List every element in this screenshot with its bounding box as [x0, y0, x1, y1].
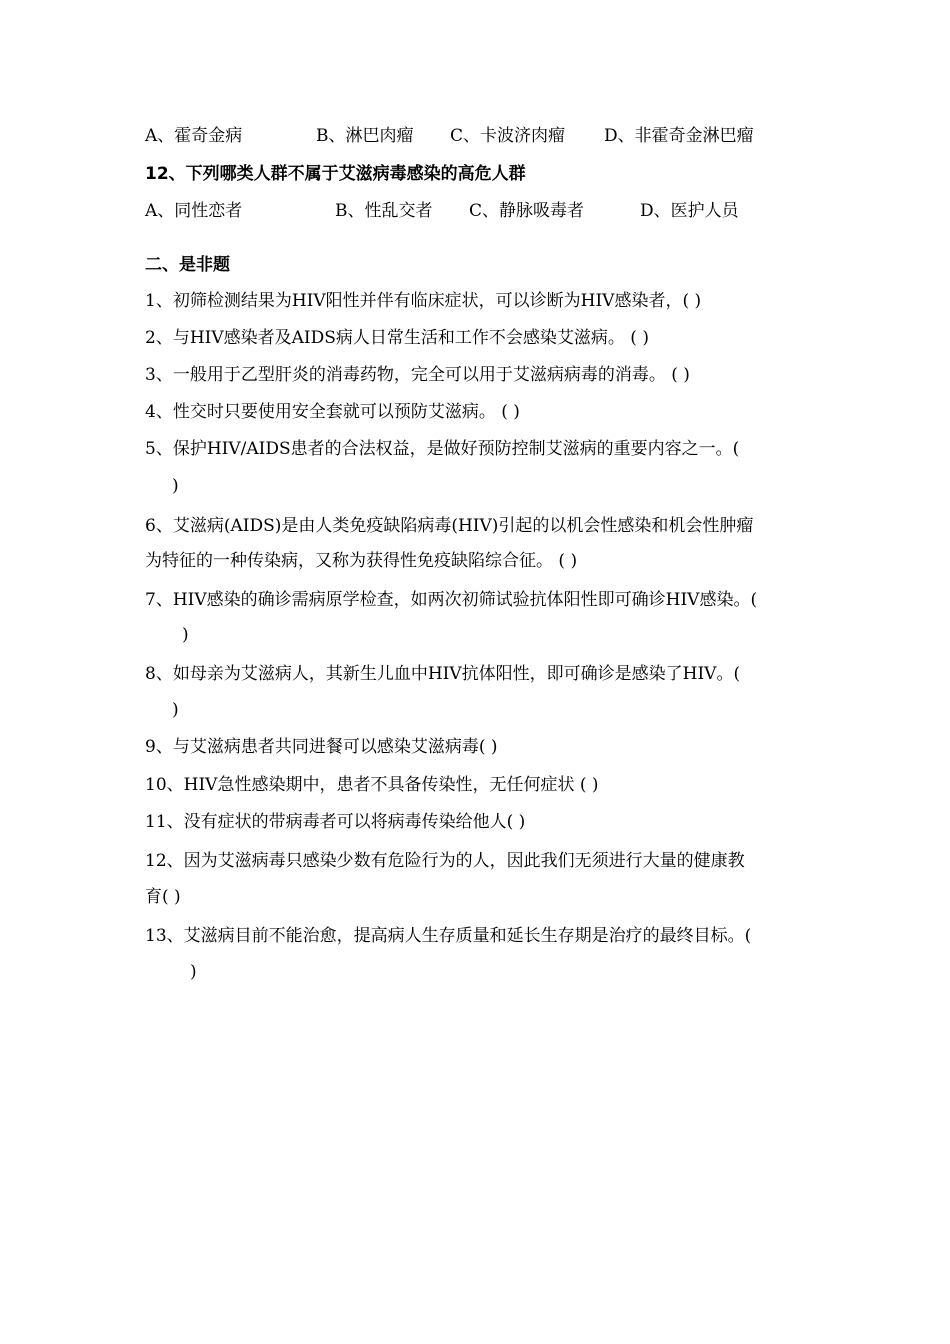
tf-question-9: 9、与艾滋病患者共同进餐可以感染艾滋病毒( )	[145, 737, 498, 757]
q11-option-b: B、淋巴肉瘤	[316, 126, 414, 146]
tf-question-7-answer: )	[182, 625, 189, 645]
tf-question-3: 3、一般用于乙型肝炎的消毒药物，完全可以用于艾滋病病毒的消毒。 ( )	[145, 365, 690, 385]
q12-options	[145, 199, 739, 223]
tf-question-8-answer: )	[172, 700, 179, 720]
tf-question-6-cont: 为特征的一种传染病，又称为获得性免疫缺陷综合征。 ( )	[145, 551, 578, 571]
tf-question-13: 13、艾滋病目前不能治愈，提高病人生存质量和延长生存期是治疗的最终目标。(	[145, 926, 752, 946]
q12-stem: 12、下列哪类人群不属于艾滋病毒感染的高危人群	[145, 164, 526, 184]
tf-question-8: 8、如母亲为艾滋病人，其新生儿血中HIV抗体阳性，即可确诊是感染了HIV。(	[145, 664, 741, 684]
tf-question-12: 12、因为艾滋病毒只感染少数有危险行为的人，因此我们无须进行大量的健康教	[145, 851, 745, 871]
q12-option-b: B、性乱交者	[335, 201, 433, 221]
tf-question-6: 6、艾滋病(AIDS)是由人类免疫缺陷病毒(HIV)引起的以机会性感染和机会性肿瘤	[145, 516, 754, 536]
tf-question-5-answer: )	[172, 476, 179, 496]
q12-option-c: C、静脉吸毒者	[469, 201, 585, 221]
q11-option-d: D、非霍奇金淋巴瘤	[604, 126, 754, 146]
tf-question-7: 7、HIV感染的确诊需病原学检查，如两次初筛试验抗体阳性即可确诊HIV感染。(	[145, 590, 758, 610]
section-title: 二、是非题	[145, 255, 230, 275]
tf-question-4: 4、性交时只要使用安全套就可以预防艾滋病。 ( )	[145, 402, 520, 422]
q12-option-a: A、同性恋者	[145, 201, 243, 221]
q11-option-c: C、卡波济肉瘤	[450, 126, 566, 146]
tf-question-11: 11、没有症状的带病毒者可以将病毒传染给他人( )	[145, 812, 526, 832]
tf-question-13-answer: )	[190, 962, 197, 982]
tf-question-1: 1、初筛检测结果为HIV阳性并伴有临床症状，可以诊断为HIV感染者，( )	[145, 291, 702, 311]
q11-option-a: A、霍奇金病	[145, 126, 243, 146]
tf-question-5: 5、保护HIV/AIDS患者的合法权益，是做好预防控制艾滋病的重要内容之一。(	[145, 439, 740, 459]
tf-question-10: 10、HIV急性感染期中，患者不具备传染性，无任何症状 ( )	[145, 775, 599, 795]
tf-question-12-cont: 育( )	[145, 887, 181, 907]
tf-question-2: 2、与HIV感染者及AIDS病人日常生活和工作不会感染艾滋病。 ( )	[145, 328, 649, 348]
q12-option-d: D、医护人员	[640, 201, 739, 221]
q11-options	[145, 124, 754, 148]
